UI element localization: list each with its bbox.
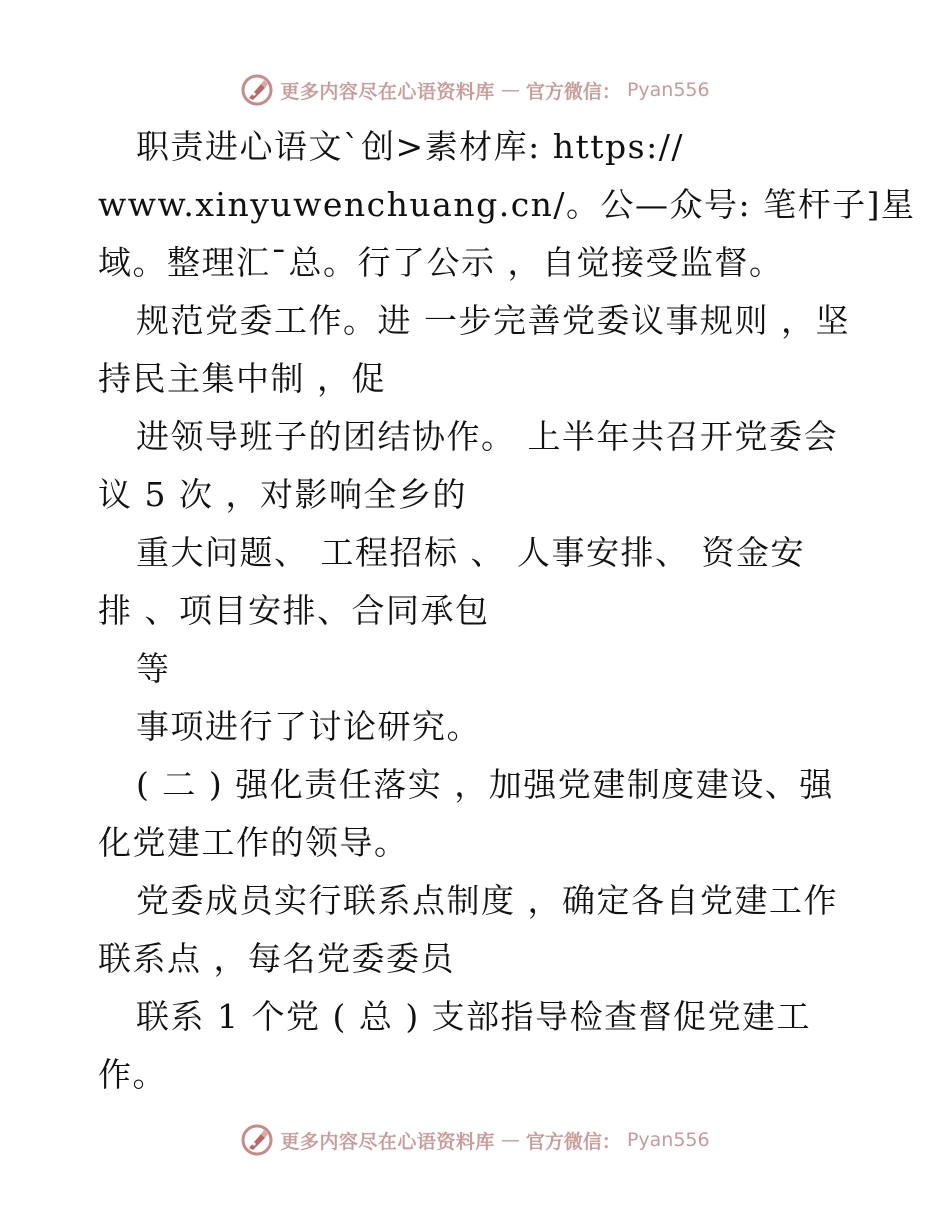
header-watermark xyxy=(0,70,950,110)
body-line-10: 等 xyxy=(136,649,171,688)
footer-watermark-wechat-id: Pyan556 xyxy=(626,1129,710,1151)
pen-nib-logo-icon xyxy=(240,1123,274,1157)
header-watermark-wechat-id: Pyan556 xyxy=(626,79,710,101)
body-line-5: 持民主集中制 ，促 xyxy=(98,359,386,398)
body-line-3: 域。整理汇¯总。行了公示 ，自觉接受监督。 xyxy=(98,243,784,282)
body-line-14: 党委成员实行联系点制度 ，确定各自党建工作 xyxy=(136,881,838,920)
footer-watermark-text: 更多内容尽在心语资料库 xyxy=(280,1130,495,1153)
footer-watermark-wechat-label: 官方微信： xyxy=(525,1130,621,1153)
footer-watermark xyxy=(0,1120,950,1160)
body-line-11: 事项进行了讨论研究。 xyxy=(136,707,481,746)
body-line-6: 进领导班子的团结协作。 上半年共召开党委会 xyxy=(136,417,838,456)
document-body xyxy=(98,118,916,1104)
body-line-12: ( 二 ) 强化责任落实 ，加强党建制度建设、强 xyxy=(136,765,834,804)
footer-watermark-inner xyxy=(240,1123,709,1157)
body-line-17: 作。 xyxy=(98,1055,167,1094)
footer-watermark-separator: — xyxy=(500,1129,520,1151)
body-line-2: www.xinyuwenchuang.cn/。公—众号: 笔杆子]星 xyxy=(98,185,916,224)
body-line-15: 联系点 ，每名党委委员 xyxy=(98,939,455,978)
body-line-13: 化党建工作的领导。 xyxy=(98,823,409,862)
body-line-4: 规范党委工作。进 一步完善党委议事规则 ，坚 xyxy=(136,301,850,340)
body-line-9: 排 、项目安排、合同承包 xyxy=(98,591,490,630)
header-watermark-separator: — xyxy=(500,79,520,101)
body-line-7: 议 5 次 ，对影响全乡的 xyxy=(98,475,467,514)
header-watermark-text: 更多内容尽在心语资料库 xyxy=(280,80,495,103)
body-line-16: 联系 1 个党 ( 总 ) 支部指导检查督促党建工 xyxy=(136,997,812,1036)
pen-nib-logo-icon xyxy=(240,73,274,107)
header-watermark-inner xyxy=(240,73,709,107)
header-watermark-wechat-label: 官方微信： xyxy=(525,80,621,103)
body-line-1: 职责进心语文`创>素材库: https:// xyxy=(136,127,684,166)
body-line-8: 重大问题、 工程招标 、 人事安排、 资金安 xyxy=(136,533,805,572)
